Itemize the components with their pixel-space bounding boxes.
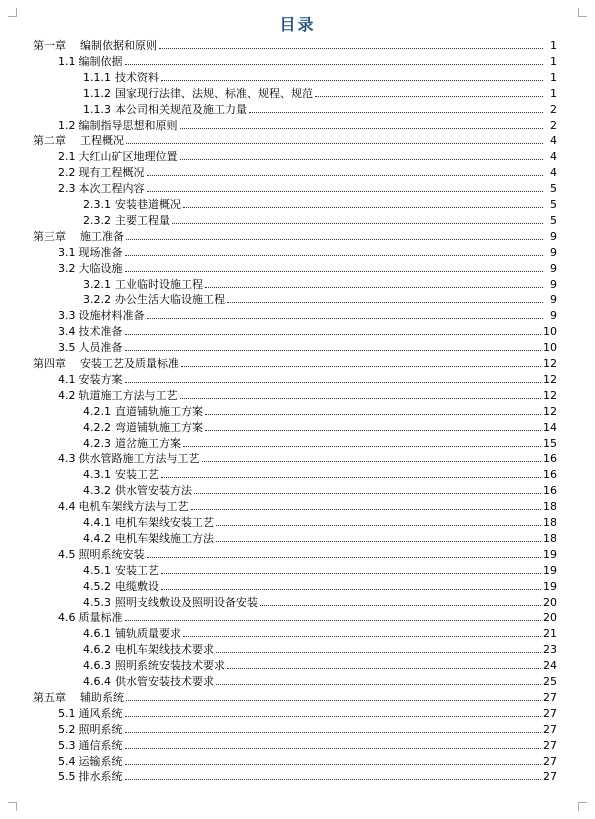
- toc-entry-number: 1.1.3: [83, 102, 111, 116]
- dot-leader: [125, 778, 542, 780]
- toc-entry[interactable]: [58, 610, 557, 624]
- toc-entry-page-number: 27: [543, 754, 557, 768]
- dot-leader: [126, 238, 543, 240]
- toc-entry-title: 工程概况: [80, 134, 124, 148]
- dot-leader: [125, 381, 542, 383]
- toc-entry[interactable]: [33, 133, 557, 147]
- toc-entry-title: 本公司相关规范及施工力量: [115, 102, 247, 116]
- toc-entry-page-number: 16: [543, 452, 557, 466]
- toc-entry[interactable]: [83, 642, 557, 656]
- toc-entry[interactable]: [33, 38, 557, 52]
- toc-entry[interactable]: [83, 420, 557, 434]
- toc-entry[interactable]: [58, 547, 557, 561]
- toc-entry-page-number: 2: [550, 102, 557, 116]
- toc-entry-page-number: 1: [550, 86, 557, 100]
- toc-entry[interactable]: [58, 261, 557, 275]
- toc-entry-title: 本次工程内容: [78, 182, 145, 196]
- toc-entry-page-number: 9: [550, 245, 557, 259]
- toc-entry-number: 第五章: [33, 690, 66, 704]
- toc-entry-number: 1.1.2: [83, 86, 111, 100]
- toc-entry[interactable]: [33, 356, 557, 370]
- toc-entry-number: 4.5.2: [83, 579, 111, 593]
- dot-leader: [205, 429, 541, 431]
- dot-leader: [125, 254, 544, 256]
- toc-entry-page-number: 18: [543, 500, 557, 514]
- toc-entry-title: 办公生活大临设施工程: [115, 293, 225, 307]
- toc-entry-number: 2.1: [58, 150, 76, 164]
- toc-entry-number: 4.6.4: [83, 675, 111, 688]
- toc-entry-title: 工业临时设施工程: [115, 277, 203, 291]
- toc-entry[interactable]: [58, 706, 557, 720]
- toc-entry-title: 现场准备: [78, 245, 123, 259]
- toc-entry-number: 2.2: [58, 166, 76, 180]
- toc-entry-number: 3.2.2: [83, 293, 111, 307]
- toc-entry[interactable]: [83, 579, 557, 593]
- toc-entry[interactable]: [58, 738, 557, 752]
- toc-entry-title: 电机车架线技术要求: [115, 643, 214, 657]
- toc-entry-page-number: 9: [550, 293, 557, 307]
- toc-entry-page-number: 12: [543, 357, 557, 370]
- toc-entry[interactable]: [83, 467, 557, 481]
- toc-entry[interactable]: [58, 181, 557, 195]
- toc-entry[interactable]: [58, 308, 557, 322]
- dot-leader: [216, 524, 541, 526]
- dot-leader: [125, 763, 542, 765]
- toc-entry[interactable]: [33, 229, 557, 243]
- crop-mark-bottom-right: [578, 802, 587, 811]
- toc-entry[interactable]: [83, 674, 557, 688]
- toc-entry[interactable]: [83, 626, 557, 640]
- toc-entry-title: 运输系统: [78, 754, 123, 768]
- toc-entry-number: 4.3.2: [83, 484, 111, 498]
- toc-entry[interactable]: [58, 754, 557, 768]
- toc-entry-title: 安装方案: [78, 372, 123, 386]
- toc-entry-number: 2.3.2: [83, 213, 111, 227]
- toc-entry-page-number: 16: [543, 468, 557, 482]
- toc-entry[interactable]: [83, 86, 557, 100]
- toc-entry-title: 轨道施工方法与工艺: [78, 388, 178, 402]
- toc-entry[interactable]: [83, 292, 557, 306]
- toc-entry-number: 1.2: [58, 118, 76, 132]
- toc-entry-page-number: 4: [550, 134, 557, 148]
- toc-entry-page-number: 27: [543, 770, 557, 784]
- toc-entry-page-number: 20: [543, 611, 557, 625]
- toc-entry-number: 4.2.1: [83, 404, 111, 418]
- dot-leader: [315, 95, 543, 97]
- toc-entry-page-number: 5: [550, 198, 557, 211]
- toc-entry-title: 电机车架线方法与工艺: [78, 500, 189, 514]
- toc-entry-page-number: 4: [550, 166, 557, 180]
- dot-leader: [180, 158, 544, 160]
- toc-entry-title: 大临设施: [78, 261, 123, 275]
- toc-entry-title: 主要工程量: [115, 213, 170, 227]
- toc-entry-page-number: 15: [543, 436, 557, 450]
- dot-leader: [202, 460, 542, 462]
- toc-entry-number: 4.3: [58, 452, 76, 466]
- dot-leader: [194, 492, 541, 494]
- toc-entry-title: 通信系统: [78, 738, 123, 752]
- toc-entry-title: 人员准备: [78, 341, 123, 355]
- toc-entry-page-number: 12: [543, 388, 557, 402]
- toc-entry-title: 安装工艺: [115, 468, 159, 482]
- toc-entry-page-number: 9: [550, 277, 557, 291]
- toc-entry-page-number: 27: [543, 722, 557, 736]
- toc-entry-page-number: 9: [550, 229, 557, 243]
- toc-entry[interactable]: [83, 658, 557, 672]
- toc-entry[interactable]: [83, 483, 557, 497]
- toc-entry-page-number: 19: [543, 547, 557, 561]
- toc-entry-number: 4.2.2: [83, 420, 111, 434]
- dot-leader: [161, 572, 541, 574]
- toc-entry-number: 3.5: [58, 341, 76, 355]
- toc-entry-title: 辅助系统: [80, 690, 124, 704]
- toc-entry[interactable]: [58, 722, 557, 736]
- dot-leader: [161, 476, 541, 478]
- toc-entry-number: 3.4: [58, 325, 76, 339]
- dot-leader: [125, 333, 542, 335]
- toc-entry-title: 供水管安装技术要求: [115, 675, 214, 688]
- dot-leader: [181, 365, 541, 367]
- dot-leader: [125, 747, 542, 749]
- toc-entry-title: 安装巷道概况: [115, 198, 181, 211]
- toc-entry-page-number: 27: [543, 738, 557, 752]
- dot-leader: [125, 270, 544, 272]
- toc-entry-number: 5.5: [58, 770, 76, 784]
- dot-leader: [216, 683, 541, 685]
- toc-entry-number: 5.4: [58, 754, 76, 768]
- dot-leader: [183, 206, 543, 208]
- toc-entry-title: 铺轨质量要求: [115, 627, 181, 641]
- dot-leader: [125, 731, 542, 733]
- dot-leader: [125, 619, 542, 621]
- toc-entry-title: 安装工艺及质量标准: [80, 357, 179, 370]
- toc-entry-number: 第四章: [33, 357, 66, 370]
- toc-entry-number: 2.3.1: [83, 198, 111, 211]
- toc-entry-title: 供水管路施工方法与工艺: [78, 452, 200, 466]
- toc-entry-number: 4.6.2: [83, 643, 111, 657]
- dot-leader: [126, 142, 543, 144]
- toc-entry[interactable]: [83, 531, 557, 545]
- toc-entry-page-number: 1: [550, 70, 557, 84]
- toc-entry-page-number: 25: [543, 675, 557, 688]
- toc-entry[interactable]: [33, 690, 557, 704]
- toc-entry-page-number: 10: [543, 325, 557, 339]
- toc-entry-number: 3.3: [58, 309, 76, 323]
- toc-entry-number: 4.6.3: [83, 659, 111, 673]
- toc-entry-page-number: 2: [550, 118, 557, 132]
- toc-entry-number: 第一章: [33, 39, 66, 52]
- toc-entry-number: 4.4.1: [83, 516, 111, 529]
- toc-entry[interactable]: [83, 404, 557, 418]
- toc-entry-page-number: 5: [550, 213, 557, 227]
- toc-entry[interactable]: [58, 245, 557, 259]
- toc-entry-page-number: 14: [543, 420, 557, 434]
- dot-leader: [216, 651, 541, 653]
- dot-leader: [205, 286, 543, 288]
- dot-leader: [147, 190, 544, 192]
- toc-entry-title: 编制指导思想和原则: [78, 118, 178, 132]
- toc-entry[interactable]: [58, 769, 557, 783]
- toc-entry[interactable]: [58, 499, 557, 513]
- toc-entry-page-number: 16: [543, 484, 557, 498]
- toc-entry-page-number: 19: [543, 563, 557, 577]
- toc-entry-title: 编制依据和原则: [80, 39, 157, 52]
- dot-leader: [180, 397, 542, 399]
- toc-entry-page-number: 10: [543, 341, 557, 355]
- toc-entry-number: 第二章: [33, 134, 66, 148]
- dot-leader: [191, 508, 542, 510]
- page-title: 目录: [279, 15, 316, 34]
- toc-entry-title: 电机车架线施工方法: [115, 531, 214, 545]
- dot-leader: [216, 540, 541, 542]
- toc-entry-title: 技术准备: [78, 325, 123, 339]
- toc-entry[interactable]: [58, 54, 557, 68]
- toc-entry-number: 4.4.2: [83, 531, 111, 545]
- toc-entry[interactable]: [83, 436, 557, 450]
- toc-entry-title: 供水管安装方法: [115, 484, 192, 498]
- toc-entry[interactable]: [58, 165, 557, 179]
- toc-entry-page-number: 19: [543, 579, 557, 593]
- dot-leader: [161, 79, 543, 81]
- dot-leader: [147, 317, 544, 319]
- toc-entry[interactable]: [83, 70, 557, 84]
- toc-entry-page-number: 23: [543, 643, 557, 657]
- toc-entry-title: 现有工程概况: [78, 166, 145, 180]
- toc-entry-page-number: 12: [543, 372, 557, 386]
- toc-entry-page-number: 20: [543, 595, 557, 609]
- toc-entry-title: 照明系统: [78, 722, 123, 736]
- toc-entry-title: 电缆敷设: [115, 579, 159, 593]
- toc-entry-title: 电机车架线安装工艺: [115, 516, 214, 529]
- toc-entry-title: 大红山矿区地理位置: [78, 150, 178, 164]
- dot-leader: [205, 413, 541, 415]
- dot-leader: [147, 174, 544, 176]
- toc-entry-page-number: 24: [543, 659, 557, 673]
- dot-leader: [227, 301, 543, 303]
- dot-leader: [125, 349, 542, 351]
- toc-entry-number: 4.6.1: [83, 627, 111, 641]
- dot-leader: [159, 47, 543, 49]
- toc-entry[interactable]: [58, 118, 557, 132]
- toc-entry-number: 3.2.1: [83, 277, 111, 291]
- toc-entry[interactable]: [83, 197, 557, 211]
- toc-entry-number: 4.5.3: [83, 595, 111, 609]
- toc-entry-title: 编制依据: [78, 54, 123, 68]
- toc-entry-page-number: 27: [543, 706, 557, 720]
- toc-entry[interactable]: [83, 102, 557, 116]
- toc-entry-number: 1.1: [58, 54, 76, 68]
- toc-entry-page-number: 12: [543, 404, 557, 418]
- toc-entry-title: 排水系统: [78, 770, 123, 784]
- dot-leader: [260, 604, 541, 606]
- toc-entry-title: 质量标准: [78, 611, 123, 625]
- toc-entry-number: 4.5.1: [83, 563, 111, 577]
- dot-leader: [180, 127, 544, 129]
- toc-entry-page-number: 1: [550, 54, 557, 68]
- toc-entry-number: 2.3: [58, 182, 76, 196]
- toc-entry-title: 照明支线敷设及照明设备安装: [115, 595, 258, 609]
- toc-entry-number: 4.1: [58, 372, 76, 386]
- dot-leader: [125, 715, 542, 717]
- dot-leader: [183, 635, 541, 637]
- toc-entry[interactable]: [58, 372, 557, 386]
- toc-entry-number: 1.1.1: [83, 70, 111, 84]
- toc-entry[interactable]: [58, 340, 557, 354]
- toc-entry-title: 技术资料: [115, 70, 159, 84]
- toc-entry[interactable]: [83, 563, 557, 577]
- toc-entry-title: 直道铺轨施工方案: [115, 404, 203, 418]
- toc-entry-page-number: 18: [543, 531, 557, 545]
- toc-entry-title: 国家现行法律、法规、标准、规程、规范: [115, 86, 313, 100]
- toc-entry-title: 设施材料准备: [78, 309, 145, 323]
- toc-entry[interactable]: [58, 149, 557, 163]
- toc-entry-page-number: 18: [543, 516, 557, 529]
- toc-entry[interactable]: [58, 451, 557, 465]
- toc-entry-title: 照明系统安装: [78, 547, 145, 561]
- dot-leader: [125, 63, 544, 65]
- toc-entry-number: 3.1: [58, 245, 76, 259]
- toc-entry[interactable]: [58, 388, 557, 402]
- toc-entry-title: 照明系统安装技术要求: [115, 659, 225, 673]
- toc-entry-number: 4.5: [58, 547, 76, 561]
- toc-entry-number: 5.1: [58, 706, 76, 720]
- toc-entry-title: 道岔施工方案: [115, 436, 181, 450]
- toc-entry-number: 4.4: [58, 500, 76, 514]
- dot-leader: [172, 222, 543, 224]
- toc-entry-number: 4.3.1: [83, 468, 111, 482]
- dot-leader: [249, 111, 543, 113]
- toc-entry-page-number: 21: [543, 627, 557, 641]
- dot-leader: [183, 445, 541, 447]
- toc-entry-number: 5.2: [58, 722, 76, 736]
- toc-entry-number: 第三章: [33, 229, 66, 243]
- toc-entry-number: 3.2: [58, 261, 76, 275]
- toc-entry-number: 4.2: [58, 388, 76, 402]
- toc-entry-title: 安装工艺: [115, 563, 159, 577]
- dot-leader: [161, 588, 541, 590]
- toc-entry-page-number: 1: [550, 39, 557, 52]
- toc-entry-page-number: 5: [550, 182, 557, 196]
- dot-leader: [227, 667, 541, 669]
- toc-entry-number: 5.3: [58, 738, 76, 752]
- toc-entry[interactable]: [83, 595, 557, 609]
- toc-entry-page-number: 9: [550, 261, 557, 275]
- toc-entry-title: 通风系统: [78, 706, 123, 720]
- toc-entry-number: 4.6: [58, 611, 76, 625]
- toc-entry[interactable]: [83, 515, 557, 529]
- toc-entry-title: 施工准备: [80, 229, 124, 243]
- toc-entry[interactable]: [83, 213, 557, 227]
- dot-leader: [126, 699, 541, 701]
- toc-entry-title: 弯道铺轨施工方案: [115, 420, 203, 434]
- toc-entry-page-number: 4: [550, 150, 557, 164]
- toc-entry-page-number: 27: [543, 690, 557, 704]
- crop-mark-bottom-left: [8, 802, 17, 811]
- toc-entry[interactable]: [58, 324, 557, 338]
- toc-entry-page-number: 9: [550, 309, 557, 323]
- toc-entry[interactable]: [83, 277, 557, 291]
- dot-leader: [147, 556, 542, 558]
- toc-entry-number: 4.2.3: [83, 436, 111, 450]
